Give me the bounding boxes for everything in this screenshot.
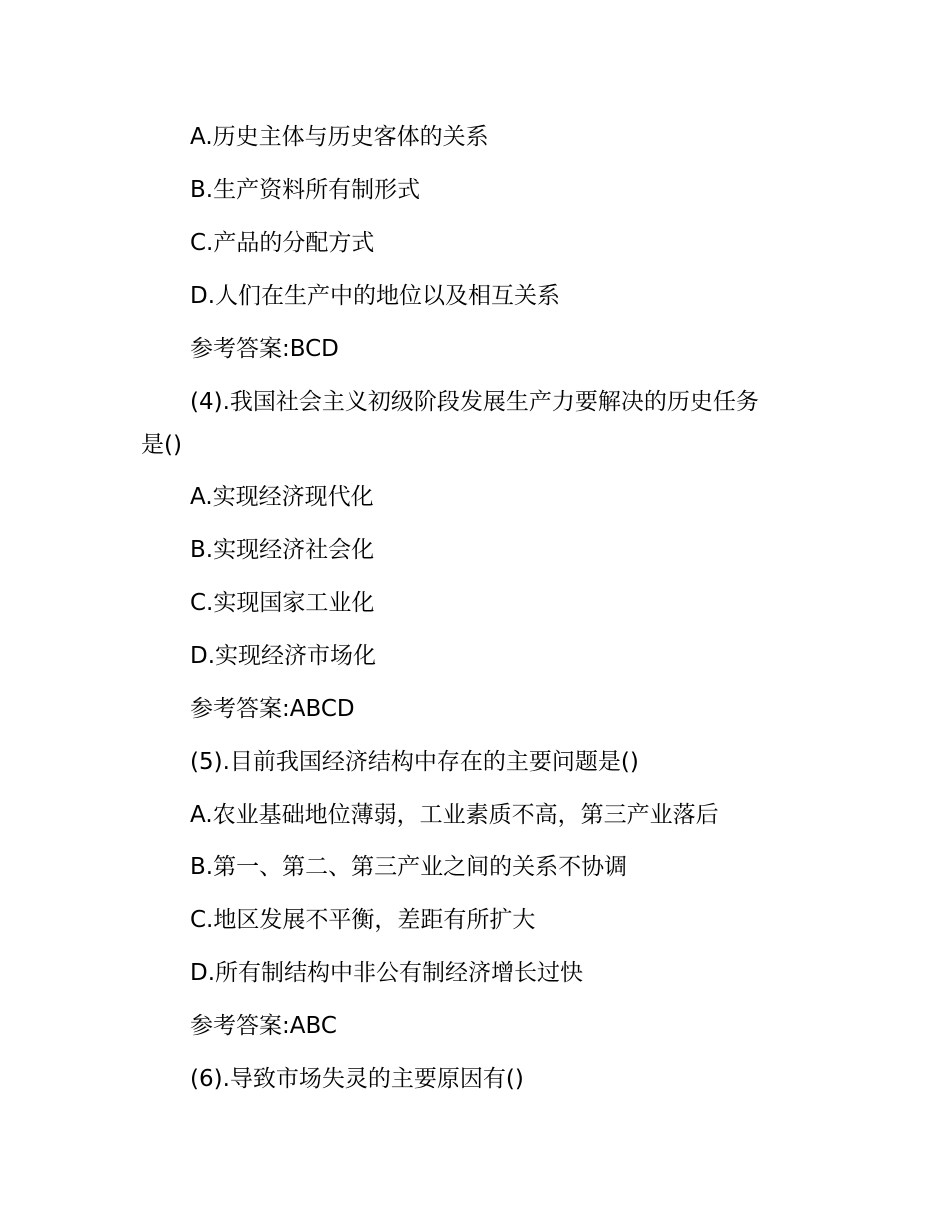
answer-line: 参考答案:BCD	[190, 336, 339, 362]
question-6-line: (6).导致市场失灵的主要原因有()	[190, 1066, 524, 1092]
answer-line: 参考答案:ABC	[190, 1013, 337, 1039]
answer-line: 参考答案:ABCD	[190, 696, 355, 722]
option-a-line: A.实现经济现代化	[190, 484, 374, 510]
option-c-line: C.产品的分配方式	[190, 230, 375, 256]
option-a-line: A.历史主体与历史客体的关系	[190, 124, 489, 150]
question-4-continuation: 是()	[141, 432, 182, 458]
question-5-line: (5).目前我国经济结构中存在的主要问题是()	[190, 749, 639, 775]
option-a-line: A.农业基础地位薄弱，工业素质不高，第三产业落后	[190, 802, 719, 828]
option-d-line: D.实现经济市场化	[190, 643, 377, 669]
question-4-line: (4).我国社会主义初级阶段发展生产力要解决的历史任务	[190, 389, 759, 415]
option-b-line: B.生产资料所有制形式	[190, 177, 421, 203]
option-b-line: B.第一、第二、第三产业之间的关系不协调	[190, 854, 628, 880]
option-b-line: B.实现经济社会化	[190, 537, 375, 563]
option-d-line: D.所有制结构中非公有制经济增长过快	[190, 960, 584, 986]
option-c-line: C.实现国家工业化	[190, 590, 375, 616]
option-d-line: D.人们在生产中的地位以及相互关系	[190, 283, 561, 309]
option-c-line: C.地区发展不平衡，差距有所扩大	[190, 907, 536, 933]
